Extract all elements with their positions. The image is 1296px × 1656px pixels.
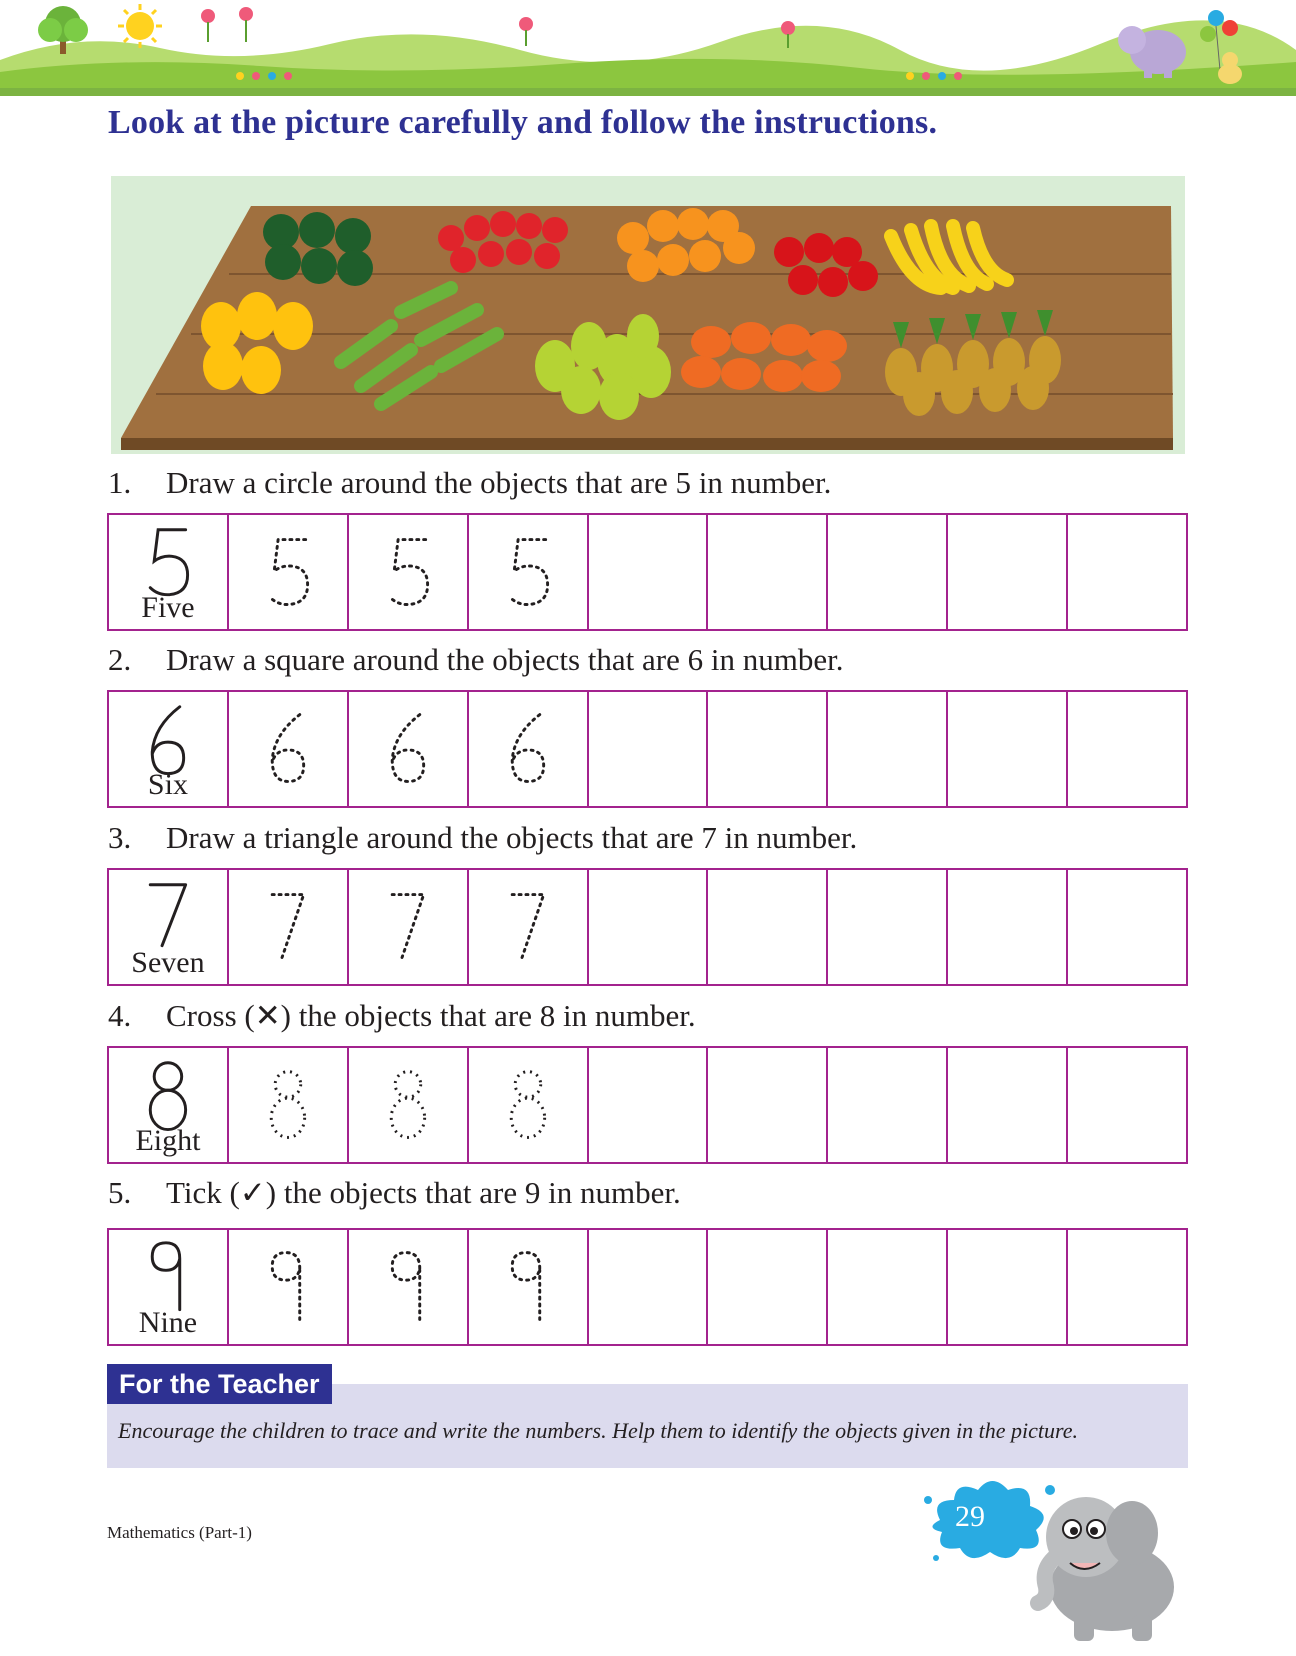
instruction-1 (108, 465, 831, 501)
model-cell (109, 1230, 229, 1344)
write-cell[interactable] (828, 692, 948, 806)
digit-6-dotted (229, 692, 347, 806)
instruction-text: Tick (✓) the objects that are 9 in number. (166, 1175, 681, 1210)
write-cell[interactable] (828, 870, 948, 984)
write-cell[interactable] (1068, 515, 1186, 629)
number-word: Eight (135, 1124, 201, 1157)
trace-cell[interactable] (229, 1230, 349, 1344)
number-word: Five (141, 591, 195, 624)
write-cell[interactable] (828, 515, 948, 629)
digit-5-dotted (349, 515, 467, 629)
teacher-note-label: For the Teacher (107, 1364, 332, 1404)
write-cell[interactable] (828, 1230, 948, 1344)
book-title: Mathematics (Part-1) (107, 1523, 252, 1542)
tracing-grid-9 (107, 1228, 1188, 1346)
digit-9-dotted (469, 1230, 587, 1344)
number-word: Nine (138, 1306, 198, 1339)
instruction-text: Draw a triangle around the objects that are 7 in number. (166, 820, 858, 855)
write-cell[interactable] (1068, 1048, 1186, 1162)
instruction-number: 3. (108, 820, 132, 855)
digit-9-dotted (229, 1230, 347, 1344)
write-cell[interactable] (948, 1048, 1068, 1162)
write-cell[interactable] (948, 870, 1068, 984)
trace-cell[interactable] (349, 1230, 469, 1344)
model-cell (109, 692, 229, 806)
trace-cell[interactable] (349, 1048, 469, 1162)
write-cell[interactable] (1068, 692, 1186, 806)
write-cell[interactable] (708, 1048, 828, 1162)
page-number: 29 (955, 1500, 985, 1533)
write-cell[interactable] (708, 870, 828, 984)
write-cell[interactable] (948, 692, 1068, 806)
digit-8-dotted (229, 1048, 347, 1162)
instruction-text: Cross (✕) the objects that are 8 in number. (166, 998, 696, 1033)
trace-cell[interactable] (349, 515, 469, 629)
write-cell[interactable] (708, 692, 828, 806)
trace-cell[interactable] (469, 1230, 589, 1344)
instruction-number: 1. (108, 465, 132, 500)
instruction-3 (108, 820, 857, 856)
write-cell[interactable] (589, 515, 709, 629)
instruction-number: 5. (108, 1175, 132, 1210)
digit-5-dotted (229, 515, 347, 629)
trace-cell[interactable] (469, 515, 589, 629)
write-cell[interactable] (589, 870, 709, 984)
instruction-text: Draw a circle around the objects that are 5 in number. (166, 465, 832, 500)
digit-8-dotted (349, 1048, 467, 1162)
digit-7-dotted (349, 870, 467, 984)
model-cell (109, 870, 229, 984)
trace-cell[interactable] (229, 692, 349, 806)
trace-cell[interactable] (229, 515, 349, 629)
tracing-grid-6 (107, 690, 1188, 808)
instruction-4 (108, 998, 696, 1034)
page-heading: Look at the picture carefully and follow the instructions. (108, 104, 938, 141)
digit-5-dotted (469, 515, 587, 629)
write-cell[interactable] (589, 692, 709, 806)
write-cell[interactable] (708, 1230, 828, 1344)
header-banner (0, 0, 1296, 96)
model-cell (109, 1048, 229, 1162)
instruction-5 (108, 1175, 681, 1211)
digit-9-dotted (349, 1230, 467, 1344)
tracing-grid-5 (107, 513, 1188, 631)
watermelons (263, 212, 373, 286)
trace-cell[interactable] (469, 692, 589, 806)
write-cell[interactable] (589, 1048, 709, 1162)
digit-8-dotted (469, 1048, 587, 1162)
trace-cell[interactable] (469, 1048, 589, 1162)
instruction-text: Draw a square around the objects that are 6 in number. (166, 642, 844, 677)
trace-cell[interactable] (349, 692, 469, 806)
trace-cell[interactable] (229, 870, 349, 984)
tracing-grid-8 (107, 1046, 1188, 1164)
teacher-note-text: Encourage the children to trace and write the numbers. Help them to identify the objects given in the picture. (118, 1418, 1079, 1443)
number-word: Six (147, 768, 188, 801)
fruit-table-picture (111, 176, 1185, 454)
digit-6-dotted (469, 692, 587, 806)
trace-cell[interactable] (349, 870, 469, 984)
write-cell[interactable] (1068, 870, 1186, 984)
write-cell[interactable] (1068, 1230, 1186, 1344)
trace-cell[interactable] (469, 870, 589, 984)
digit-7-dotted (469, 870, 587, 984)
model-cell (109, 515, 229, 629)
instruction-number: 2. (108, 642, 132, 677)
elephant-icon (1000, 1475, 1200, 1651)
instruction-2 (108, 642, 843, 678)
trace-cell[interactable] (229, 1048, 349, 1162)
write-cell[interactable] (948, 515, 1068, 629)
digit-6-dotted (349, 692, 467, 806)
write-cell[interactable] (708, 515, 828, 629)
digit-7-dotted (229, 870, 347, 984)
number-word: Seven (131, 946, 205, 979)
write-cell[interactable] (948, 1230, 1068, 1344)
write-cell[interactable] (828, 1048, 948, 1162)
write-cell[interactable] (589, 1230, 709, 1344)
tracing-grid-7 (107, 868, 1188, 986)
instruction-number: 4. (108, 998, 132, 1033)
